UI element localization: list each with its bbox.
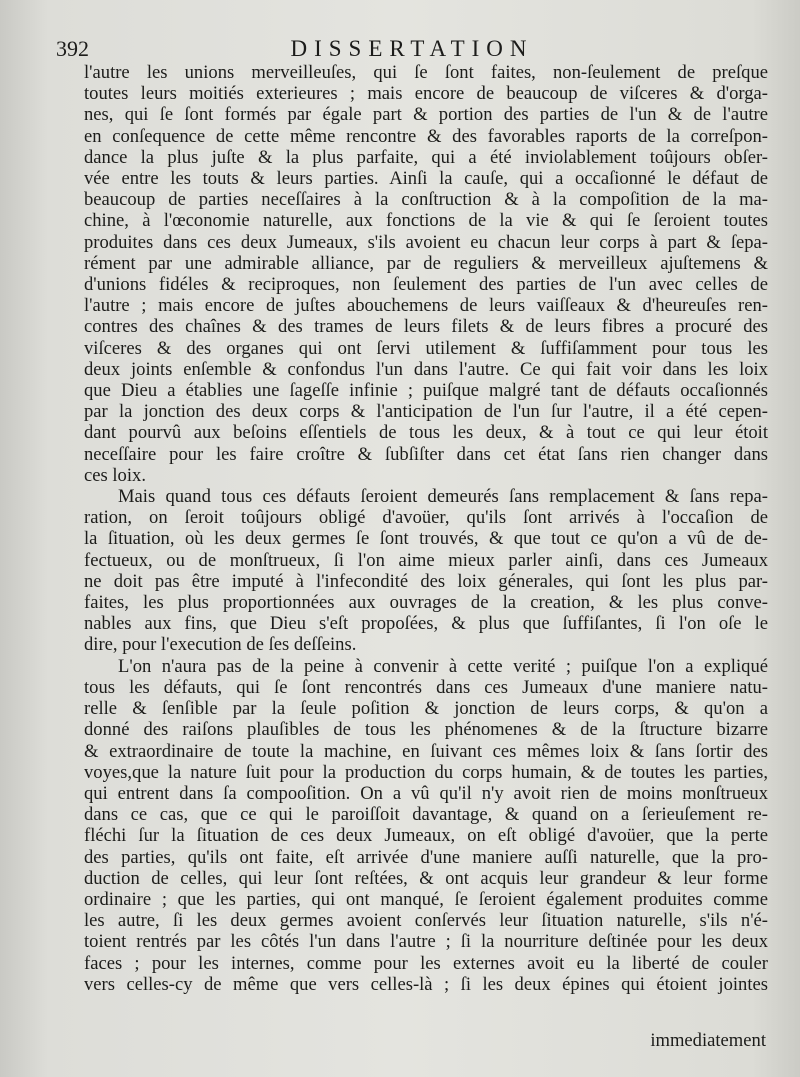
text-line: voyes,que la nature ſuit pour la production du corps humain, & de toutes les parties, xyxy=(84,761,768,783)
text-line: produites dans ces deux Jumeaux, s'ils avoient eu chacun leur corps à part & ſepa- xyxy=(84,231,768,253)
text-line: nables aux fins, que Dieu s'eſt propoſées, & plus que ſuffiſantes, ſi l'on oſe le xyxy=(84,613,768,635)
text-line: rément par une admirable alliance, par de reguliers & merveilleux ajuſtemens & xyxy=(84,252,768,274)
text-line: ration, on ſeroit toûjours obligé d'avoüer, qu'ils ſont arrivés à l'occaſion de xyxy=(84,507,768,529)
text-line: que Dieu a établies une ſageſſe infinie ; puiſque malgré tant de défauts occaſionnés xyxy=(84,380,768,402)
text-line: tous les défauts, qui ſe ſont rencontrés dans ces Jumeaux d'une maniere natu- xyxy=(84,676,768,698)
text-line: la ſituation, où les deux germes ſe ſont trouvés, & que tout ce qu'on a vû de de- xyxy=(84,528,768,550)
text-line: toient rentrés par les côtés l'un dans l'autre ; ſi la nourriture deſtinée pour les deux xyxy=(84,931,768,953)
text-line: dance la plus juſte & la plus parfaite, qui a été inviolablement toûjours obſer- xyxy=(84,146,768,168)
text-line: dire, pour l'execution de ſes deſſeins. xyxy=(84,634,357,656)
catchword: immediatement xyxy=(650,1030,766,1051)
text-line: ne doit pas être imputé à l'infecondité des loix génerales, qui ſont les plus par- xyxy=(84,570,768,592)
text-line: dant pourvû aux beſoins eſſentiels de tous les deux, & à tout ce qui leur étoit xyxy=(84,422,768,444)
text-line: donné des raiſons plauſibles de tous les phénomenes & de la ſtructure bizarre xyxy=(84,719,768,741)
text-line: par la jonction des deux corps & l'anticipation de l'un ſur l'autre, il a été cepen- xyxy=(84,401,768,423)
text-line: vée entre les touts & leurs parties. Ainſi la cauſe, qui a occaſionné le défaut de xyxy=(84,168,768,190)
text-line: l'autre ; mais encore de juſtes abouchemens de leurs vaiſſeaux & d'heureuſes ren- xyxy=(84,295,768,317)
text-line: des parties, qu'ils ont faite, eſt arrivée d'une maniere auſſi naturelle, que la pro- xyxy=(84,846,768,868)
text-line: fectueux, ou de monſtrueux, ſi l'on aime mieux parler ainſi, dans ces Jumeaux xyxy=(84,549,768,571)
body-text xyxy=(84,62,768,995)
text-line: toutes leurs moitiés exterieures ; mais encore de beaucoup de viſceres & d'orga- xyxy=(84,83,768,105)
text-line: neceſſaire pour les faire croître & ſubſiſter dans cet état ſans rien changer dans xyxy=(84,443,768,465)
text-line: beaucoup de parties neceſſaires à la conſtruction & à la compoſition de la ma- xyxy=(84,189,768,211)
text-line: ordinaire ; que les parties, qui ont manqué, ſe ſeroient également produites comme xyxy=(84,888,768,910)
text-line: les autre, ſi les deux germes avoient conſervés leur ſituation naturelle, s'ils n'é- xyxy=(84,910,768,932)
text-line: faces ; pour les internes, comme pour les externes avoit eu la liberté de couler xyxy=(84,952,768,974)
text-line: dans ce cas, que ce qui le paroiſſoit davantage, & quand on a ſerieuſement re- xyxy=(84,804,768,826)
text-line: contres des chaînes & des trames de leurs filets & de leurs fibres a procuré des xyxy=(84,316,768,338)
page-number: 392 xyxy=(56,36,89,61)
text-line: relle & ſenſible par la ſeule poſition & jonction de leurs corps, & qu'on a xyxy=(84,698,768,720)
text-line: chine, à l'œconomie naturelle, aux fonctions de la vie & qui ſe ſeroient toutes xyxy=(84,210,768,232)
paragraph xyxy=(84,486,768,656)
text-line: L'on n'aura pas de la peine à convenir à cette verité ; puiſque l'on a expliqué xyxy=(118,655,768,677)
text-line: faites, les plus proportionnées aux ouvrages de la creation, & les plus conve- xyxy=(84,592,768,614)
text-line: qui entrent dans ſa compooſition. On a vû qu'il n'y avoit rien de moins monſtrueux xyxy=(84,782,768,804)
text-line: nes, qui ſe ſont formés par égale part & portion des parties de l'un & de l'autre xyxy=(84,104,768,126)
text-line: ces loix. xyxy=(84,464,146,486)
text-line: d'unions fidéles & reciproques, non ſeulement des parties de l'un avec celles de xyxy=(84,274,768,296)
text-line: viſceres & des organes qui ont ſervi utilement & ſuffiſamment pour tous les xyxy=(84,337,768,359)
paragraph xyxy=(84,62,768,486)
paragraph xyxy=(84,656,768,995)
text-line: duction de celles, qui leur ſont reſtées, & ont acquis leur grandeur & leur forme xyxy=(84,867,768,889)
running-title: DISSERTATION xyxy=(290,36,534,61)
text-line: en conſequence de cette même rencontre & des favorables raports de la correſpon- xyxy=(84,125,768,147)
text-line: fléchi ſur la ſituation de ces deux Jumeaux, on eſt obligé d'avoüer, que la perte xyxy=(84,825,768,847)
text-line: l'autre les unions merveilleuſes, qui ſe ſont faites, non-ſeulement de preſque xyxy=(84,62,768,83)
text-line: deux joints enſemble & confondus l'un dans l'autre. Ce qui fait voir dans les loix xyxy=(84,358,768,380)
text-line: vers celles-cy de même que vers celles-là ; ſi les deux épines qui étoient jointes xyxy=(84,973,768,995)
text-line: Mais quand tous ces défauts ſeroient demeurés ſans remplacement & ſans repa- xyxy=(118,486,768,508)
text-line: & extraordinaire de toute la machine, en ſuivant ces mêmes loix & ſans ſortir des xyxy=(84,740,768,762)
